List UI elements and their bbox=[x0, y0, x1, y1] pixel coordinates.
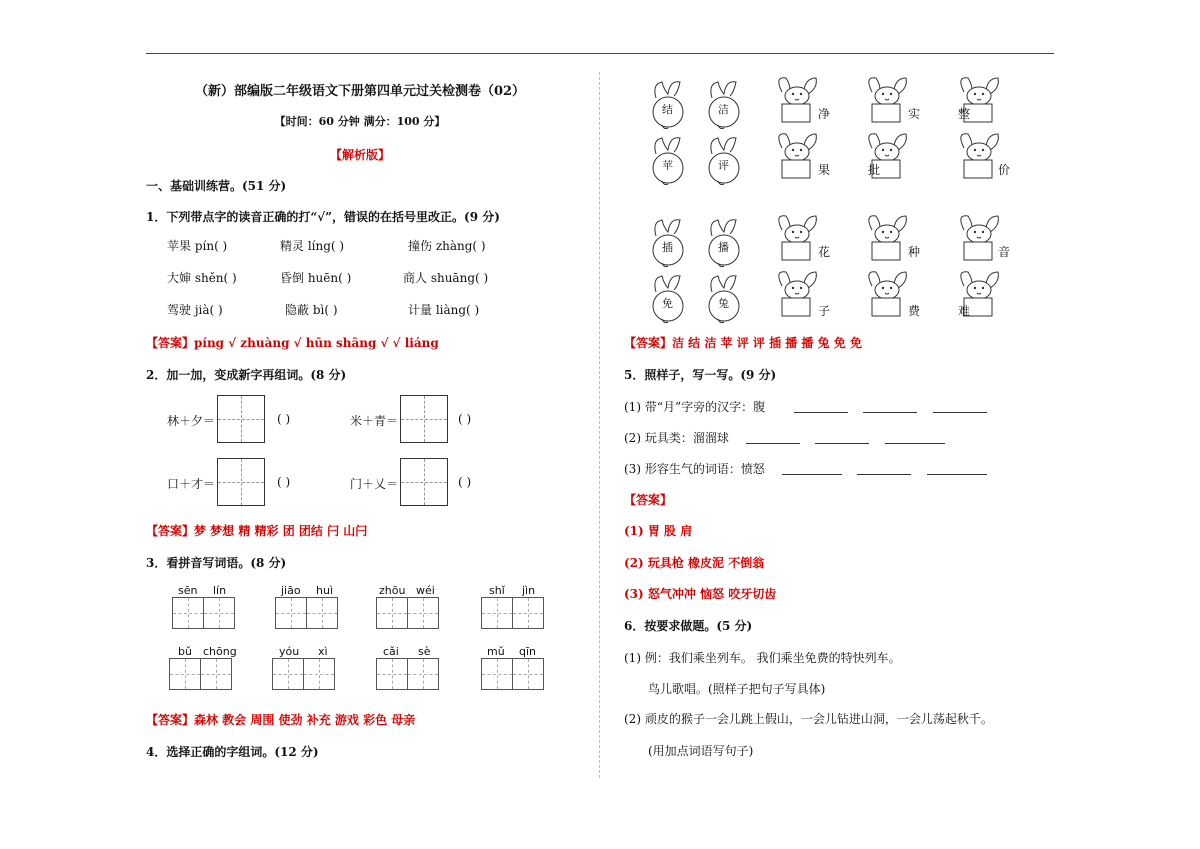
writing-grid[interactable] bbox=[481, 658, 543, 690]
q1-answer: 【答案】píng √ zhuàng √ hūn shāng √ √ liáng bbox=[146, 336, 439, 350]
q2-paren[interactable]: ( ) bbox=[277, 412, 291, 426]
q5-line: (1) 带“月”字旁的汉字：腹 bbox=[624, 400, 766, 414]
q5-line: (2) 玩具类：溜溜球 bbox=[624, 431, 729, 445]
q4-prompt: 4．选择正确的字组词。(12 分) bbox=[146, 745, 319, 759]
pinyin-label: qīn bbox=[519, 645, 537, 658]
tianzi-box[interactable] bbox=[400, 458, 448, 506]
q1-item: 商人 shuāng( ) bbox=[403, 271, 489, 285]
writing-grid[interactable] bbox=[481, 597, 543, 629]
blank-lines[interactable] bbox=[746, 429, 945, 444]
q1-item: 大婶 shěn( ) bbox=[167, 271, 237, 285]
tianzi-box[interactable] bbox=[400, 395, 448, 443]
q1-item: 昏倒 huēn( ) bbox=[280, 271, 352, 285]
q6-line: (1) 例：我们乘坐列车。 我们乘坐免费的特快列车。 bbox=[624, 651, 901, 665]
pinyin-label: bǔ bbox=[178, 645, 192, 658]
page-title: （新）部编版二年级语文下册第四单元过关检测卷（02） bbox=[194, 84, 526, 99]
exam-time-info: 【时间：60 分钟 满分：100 分】 bbox=[274, 115, 446, 128]
pinyin-label: shǐ bbox=[489, 584, 505, 597]
writing-grid[interactable] bbox=[376, 597, 438, 629]
pinyin-label: lín bbox=[213, 584, 227, 597]
word-char: 子 bbox=[818, 304, 831, 318]
word-char: 花 bbox=[818, 245, 831, 259]
word-char: 整 bbox=[958, 107, 971, 121]
q6-line: (2) 顽皮的猴子一会儿跳上假山，一会儿钻进山洞，一会儿荡起秋千。 bbox=[624, 712, 993, 726]
q2-prompt: 2．加一加，变成新字再组词。(8 分) bbox=[146, 368, 347, 382]
pinyin-label: yóu bbox=[279, 645, 300, 658]
q2-equation: 口＋才＝ bbox=[167, 477, 216, 491]
q2-paren[interactable]: ( ) bbox=[458, 412, 472, 426]
top-rule bbox=[146, 53, 1054, 54]
q5-prompt: 5．照样子，写一写。(9 分) bbox=[624, 368, 777, 382]
q5-answer-label: 【答案】 bbox=[624, 493, 673, 507]
radish-char: 结 bbox=[662, 103, 673, 116]
word-char: 批 bbox=[868, 163, 881, 177]
word-char: 价 bbox=[998, 163, 1011, 177]
q6-line: (用加点词语写句子) bbox=[648, 744, 754, 758]
q1-prompt: 1．下列带点字的读音正确的打“√”，错误的在括号里改正。(9 分) bbox=[146, 210, 500, 224]
tianzi-box[interactable] bbox=[217, 395, 265, 443]
pinyin-label: mǔ bbox=[487, 645, 505, 658]
writing-grid[interactable] bbox=[376, 658, 438, 690]
pinyin-label: cǎi bbox=[383, 645, 399, 658]
pinyin-label: zhōu bbox=[379, 584, 406, 597]
column-divider bbox=[599, 72, 600, 778]
q1-item: 精灵 líng( ) bbox=[280, 239, 345, 253]
q6-prompt: 6．按要求做题。(5 分) bbox=[624, 619, 753, 633]
word-char: 净 bbox=[818, 107, 831, 121]
q3-answer: 【答案】森林 教会 周围 使劲 补充 游戏 彩色 母亲 bbox=[146, 713, 416, 727]
blank-lines[interactable] bbox=[794, 398, 987, 413]
radish-char: 兔 bbox=[718, 297, 729, 310]
radish-bunny-illustration bbox=[640, 72, 1060, 332]
q2-equation: 米＋青＝ bbox=[350, 414, 399, 428]
radish-char: 播 bbox=[718, 241, 729, 254]
writing-grid[interactable] bbox=[275, 597, 337, 629]
q4-answer: 【答案】洁 结 洁 苹 评 评 插 播 播 兔 免 免 bbox=[624, 336, 862, 350]
pinyin-label: xì bbox=[318, 645, 328, 658]
word-char: 难 bbox=[958, 304, 971, 318]
writing-grid[interactable] bbox=[169, 658, 231, 690]
pinyin-label: sè bbox=[418, 645, 431, 658]
pinyin-label: huì bbox=[316, 584, 333, 597]
answer-version-tag: 【解析版】 bbox=[329, 148, 390, 162]
q2-equation: 林＋夕＝ bbox=[167, 414, 216, 428]
pinyin-label: chōng bbox=[203, 645, 237, 658]
q2-equation: 门＋乂＝ bbox=[350, 477, 399, 491]
pinyin-label: wéi bbox=[416, 584, 435, 597]
radish-char: 评 bbox=[718, 159, 729, 172]
writing-grid[interactable] bbox=[172, 597, 234, 629]
word-char: 种 bbox=[908, 245, 921, 259]
q1-item: 隐蔽 bì( ) bbox=[285, 303, 338, 317]
word-char: 音 bbox=[998, 245, 1011, 259]
radish-char: 洁 bbox=[718, 103, 729, 116]
q1-item: 撞伤 zhàng( ) bbox=[408, 239, 486, 253]
q1-item: 苹果 pín( ) bbox=[167, 239, 228, 253]
word-char: 费 bbox=[908, 304, 921, 318]
word-char: 果 bbox=[818, 163, 831, 177]
q6-line: 鸟儿歌唱。(照样子把句子写具体) bbox=[648, 682, 826, 696]
q1-item: 计量 liàng( ) bbox=[408, 303, 480, 317]
writing-grid[interactable] bbox=[272, 658, 334, 690]
q5-answer: (3) 怒气冲冲 恼怒 咬牙切齿 bbox=[624, 587, 777, 601]
q5-line: (3) 形容生气的词语：愤怒 bbox=[624, 462, 765, 476]
pinyin-label: sēn bbox=[178, 584, 198, 597]
q1-item: 驾驶 jià( ) bbox=[167, 303, 223, 317]
tianzi-box[interactable] bbox=[217, 458, 265, 506]
blank-lines[interactable] bbox=[782, 460, 987, 475]
q5-answer: (1) 胃 股 肩 bbox=[624, 524, 693, 538]
q2-paren[interactable]: ( ) bbox=[277, 475, 291, 489]
pinyin-label: jiāo bbox=[281, 584, 301, 597]
pinyin-label: jìn bbox=[522, 584, 536, 597]
radish-char: 苹 bbox=[662, 159, 673, 172]
radish-char: 插 bbox=[662, 241, 673, 254]
q3-prompt: 3．看拼音写词语。(8 分) bbox=[146, 556, 287, 570]
q5-answer: (2) 玩具枪 橡皮泥 不倒翁 bbox=[624, 556, 765, 570]
q2-paren[interactable]: ( ) bbox=[458, 475, 472, 489]
q2-answer: 【答案】梦 梦想 精 精彩 团 团结 闩 山闩 bbox=[146, 524, 368, 538]
radish-char: 免 bbox=[662, 297, 673, 310]
section1-heading: 一、基础训练营。(51 分) bbox=[146, 179, 287, 193]
word-char: 实 bbox=[908, 107, 921, 121]
